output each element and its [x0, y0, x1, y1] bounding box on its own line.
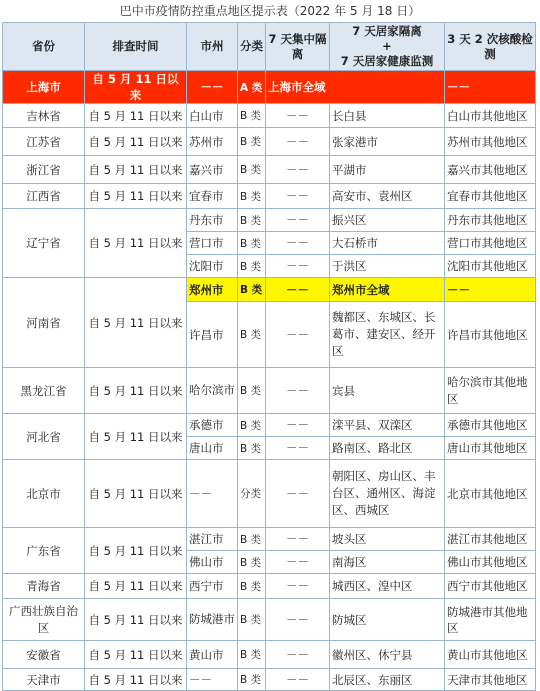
- city-cell: 黄山市: [187, 641, 238, 669]
- isolation-cell: －－: [266, 551, 330, 574]
- city-cell: 营口市: [187, 232, 238, 255]
- table-row-shanghai: [3, 71, 536, 104]
- header-province: 省份: [3, 23, 85, 71]
- time-cell: 自 5 月 11 日以来: [85, 128, 187, 156]
- province-cell: 浙江省: [3, 156, 85, 184]
- city-cell: －－: [187, 669, 238, 691]
- isolation-cell: －－: [266, 128, 330, 156]
- category-cell: B 类: [238, 368, 266, 414]
- test-cell: 承德市其他地区: [445, 414, 536, 437]
- isolation-cell: －－: [266, 278, 330, 302]
- area-cell: 宾县: [330, 368, 445, 414]
- area-cell: 平湖市: [330, 156, 445, 184]
- isolation-cell: －－: [266, 156, 330, 184]
- table-row-hebei-chengde: [3, 414, 536, 437]
- test-cell: 苏州市其他地区: [445, 128, 536, 156]
- isolation-cell: －－: [266, 255, 330, 278]
- table-row-qinghai: [3, 574, 536, 599]
- time-cell: 自 5 月 11 日以来: [85, 368, 187, 414]
- category-cell: B 类: [238, 414, 266, 437]
- isolation-cell: －－: [266, 184, 330, 209]
- table-row-guangdong-zhanjiang: [3, 528, 536, 551]
- category-cell: B 类: [238, 437, 266, 460]
- header-isolation7: 7 天集中隔离: [266, 23, 330, 71]
- area-cell: 防城区: [330, 599, 445, 641]
- area-cell: 于洪区: [330, 255, 445, 278]
- province-cell: 江西省: [3, 184, 85, 209]
- isolation-cell: －－: [266, 669, 330, 691]
- city-cell: 丹东市: [187, 209, 238, 232]
- test-cell: 白山市其他地区: [445, 104, 536, 128]
- header-home-line1: 7 天居家隔离: [352, 24, 422, 38]
- city-cell: －－: [187, 460, 238, 528]
- header-home-line2: 7 天居家健康监测: [340, 54, 434, 68]
- area-cell: 北辰区、东丽区: [330, 669, 445, 691]
- time-cell: 自 5 月 11 日以来: [85, 414, 187, 460]
- header-city: 市州: [187, 23, 238, 71]
- test-cell: 嘉兴市其他地区: [445, 156, 536, 184]
- province-cell: 广西壮族自治区: [3, 599, 85, 641]
- isolation-cell: －－: [266, 599, 330, 641]
- test-cell: 黄山市其他地区: [445, 641, 536, 669]
- area-cell: 南海区: [330, 551, 445, 574]
- test-cell: 宜春市其他地区: [445, 184, 536, 209]
- test-cell: 唐山市其他地区: [445, 437, 536, 460]
- city-cell: －－: [187, 71, 238, 104]
- table-row-anhui: [3, 641, 536, 669]
- isolation-cell: －－: [266, 574, 330, 599]
- area-cell: 大石桥市: [330, 232, 445, 255]
- category-cell: B 类: [238, 574, 266, 599]
- category-cell: B 类: [238, 128, 266, 156]
- city-cell: 宜春市: [187, 184, 238, 209]
- time-cell: 自 5 月 11 日以来: [85, 278, 187, 368]
- province-cell: 江苏省: [3, 128, 85, 156]
- table-row-guangxi: [3, 599, 536, 641]
- test-cell: 哈尔滨市其他地区: [445, 368, 536, 414]
- isolation-cell: －－: [266, 368, 330, 414]
- table-row-henan-zhengzhou: [3, 278, 536, 302]
- city-cell: 沈阳市: [187, 255, 238, 278]
- isolation-cell: －－: [266, 209, 330, 232]
- test-cell: －－: [445, 278, 536, 302]
- page-title: 巴中市疫情防控重点地区提示表（2022 年 5 月 18 日）: [119, 4, 421, 18]
- city-cell: 唐山市: [187, 437, 238, 460]
- table-row-beijing: [3, 460, 536, 528]
- area-cell: 城西区、湟中区: [330, 574, 445, 599]
- isolation-cell: －－: [266, 104, 330, 128]
- table-row-tianjin: [3, 669, 536, 691]
- test-cell: 佛山市其他地区: [445, 551, 536, 574]
- city-cell: 嘉兴市: [187, 156, 238, 184]
- test-cell: 北京市其他地区: [445, 460, 536, 528]
- test-cell: －－: [445, 71, 536, 104]
- time-cell: 自 5 月 11 日以来: [85, 71, 187, 104]
- city-cell: 苏州市: [187, 128, 238, 156]
- time-cell: 自 5 月 11 日以来: [85, 104, 187, 128]
- time-cell: 自 5 月 11 日以来: [85, 641, 187, 669]
- time-cell: 自 5 月 11 日以来: [85, 599, 187, 641]
- city-cell: 湛江市: [187, 528, 238, 551]
- time-cell: 自 5 月 11 日以来: [85, 574, 187, 599]
- category-cell: B 类: [238, 232, 266, 255]
- category-cell: B 类: [238, 156, 266, 184]
- city-cell: 哈尔滨市: [187, 368, 238, 414]
- isolation-cell: －－: [266, 528, 330, 551]
- area-cell: 徽州区、休宁县: [330, 641, 445, 669]
- province-cell: 上海市: [3, 71, 85, 104]
- category-cell: B 类: [238, 184, 266, 209]
- province-cell: 北京市: [3, 460, 85, 528]
- category-cell: B 类: [238, 528, 266, 551]
- area-cell: 长白县: [330, 104, 445, 128]
- category-cell: B 类: [238, 104, 266, 128]
- city-cell: 郑州市: [187, 278, 238, 302]
- category-cell: B 类: [238, 641, 266, 669]
- isolation-cell: －－: [266, 460, 330, 528]
- category-cell: B 类: [238, 669, 266, 691]
- category-cell: B 类: [238, 278, 266, 302]
- category-cell: B 类: [238, 255, 266, 278]
- city-cell: 承德市: [187, 414, 238, 437]
- area-cell: 路南区、路北区: [330, 437, 445, 460]
- isolation-cell: －－: [266, 414, 330, 437]
- area-cell: 坡头区: [330, 528, 445, 551]
- key-areas-table: [2, 22, 536, 691]
- category-cell: A 类: [238, 71, 266, 104]
- table-row-jilin: [3, 104, 536, 128]
- table-row-liaoning-dandong: [3, 209, 536, 232]
- city-cell: 防城港市: [187, 599, 238, 641]
- area-cell: 滦平县、双滦区: [330, 414, 445, 437]
- header-test3: 3 天 2 次核酸检测: [445, 23, 536, 71]
- header-time: 排查时间: [85, 23, 187, 71]
- isolation-cell: －－: [266, 437, 330, 460]
- header-category: 分类: [238, 23, 266, 71]
- area-cell: 魏都区、东城区、长葛市、建安区、经开区: [330, 302, 445, 368]
- area-cell: 高安市、袁州区: [330, 184, 445, 209]
- area-cell: 上海市全域: [266, 71, 445, 104]
- test-cell: 天津市其他地区: [445, 669, 536, 691]
- test-cell: 湛江市其他地区: [445, 528, 536, 551]
- category-cell: B 类: [238, 302, 266, 368]
- test-cell: 西宁市其他地区: [445, 574, 536, 599]
- time-cell: 自 5 月 11 日以来: [85, 156, 187, 184]
- city-cell: 白山市: [187, 104, 238, 128]
- area-cell: 张家港市: [330, 128, 445, 156]
- header-home-isolation: [330, 23, 445, 71]
- time-cell: 自 5 月 11 日以来: [85, 209, 187, 278]
- category-cell: B 类: [238, 209, 266, 232]
- province-cell: 辽宁省: [3, 209, 85, 278]
- isolation-cell: －－: [266, 232, 330, 255]
- time-cell: 自 5 月 11 日以来: [85, 669, 187, 691]
- table-row-jiangxi: [3, 184, 536, 209]
- header-home-plus: +: [382, 39, 392, 53]
- time-cell: 自 5 月 11 日以来: [85, 184, 187, 209]
- category-cell: B 类: [238, 551, 266, 574]
- province-cell: 黑龙江省: [3, 368, 85, 414]
- isolation-cell: －－: [266, 641, 330, 669]
- area-cell: 朝阳区、房山区、丰台区、通州区、海淀区、西城区: [330, 460, 445, 528]
- city-cell: 西宁市: [187, 574, 238, 599]
- test-cell: 丹东市其他地区: [445, 209, 536, 232]
- test-cell: 沈阳市其他地区: [445, 255, 536, 278]
- time-cell: 自 5 月 11 日以来: [85, 460, 187, 528]
- time-cell: 自 5 月 11 日以来: [85, 528, 187, 574]
- city-cell: 佛山市: [187, 551, 238, 574]
- test-cell: 营口市其他地区: [445, 232, 536, 255]
- category-cell: 分类: [238, 460, 266, 528]
- category-cell: B 类: [238, 599, 266, 641]
- province-cell: 青海省: [3, 574, 85, 599]
- province-cell: 河南省: [3, 278, 85, 368]
- area-cell: 郑州市全域: [330, 278, 445, 302]
- province-cell: 广东省: [3, 528, 85, 574]
- test-cell: 防城港市其他地区: [445, 599, 536, 641]
- province-cell: 安徽省: [3, 641, 85, 669]
- area-cell: 振兴区: [330, 209, 445, 232]
- city-cell: 许昌市: [187, 302, 238, 368]
- province-cell: 吉林省: [3, 104, 85, 128]
- table-row-jiangsu: [3, 128, 536, 156]
- test-cell: 许昌市其他地区: [445, 302, 536, 368]
- isolation-cell: －－: [266, 302, 330, 368]
- table-row-zhejiang: [3, 156, 536, 184]
- province-cell: 天津市: [3, 669, 85, 691]
- header-row: [3, 23, 536, 71]
- table-row-heilongjiang: [3, 368, 536, 414]
- province-cell: 河北省: [3, 414, 85, 460]
